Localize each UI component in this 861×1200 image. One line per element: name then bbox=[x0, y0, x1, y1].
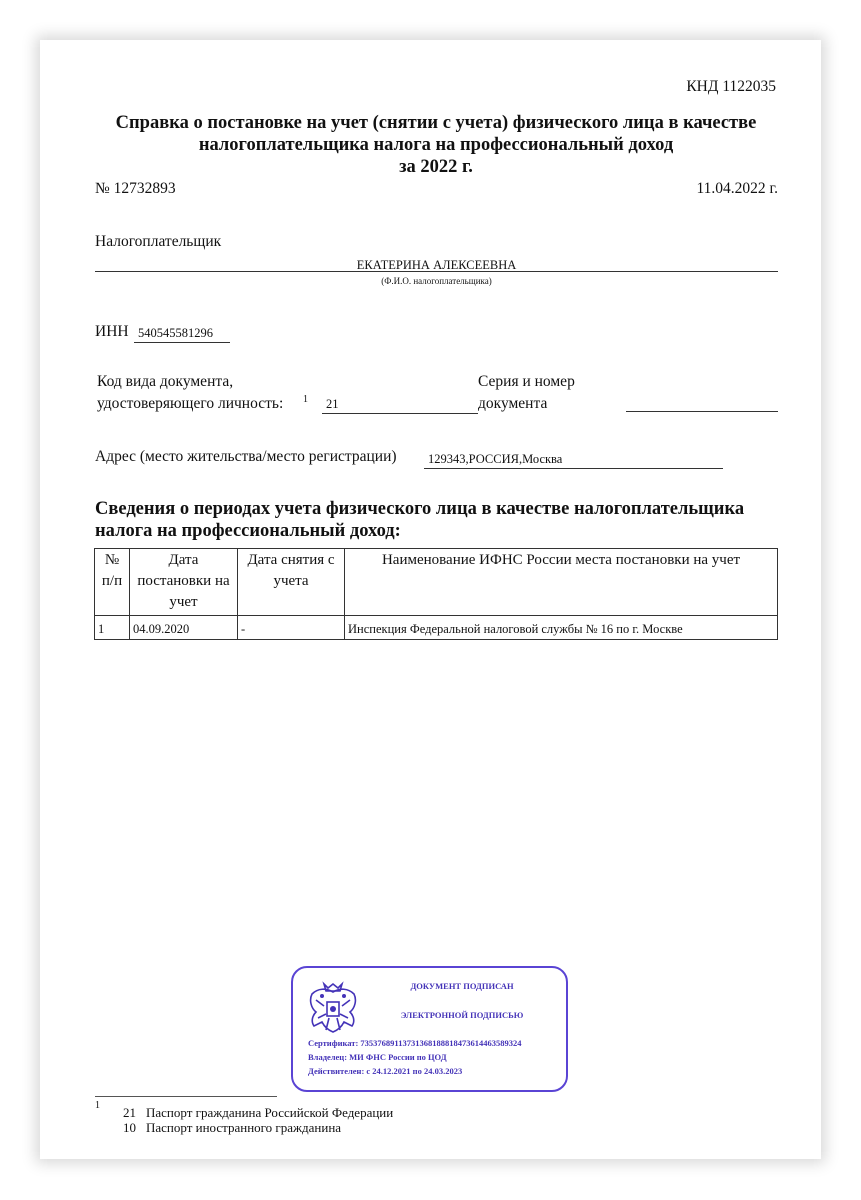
header-dereg-line-1: Дата снятия с bbox=[247, 552, 335, 568]
header-reg-line-2: постановки на bbox=[137, 573, 230, 589]
footnote-code: 10 bbox=[123, 1120, 136, 1135]
taxpayer-fio: ЕКАТЕРИНА АЛЕКСЕЕВНА bbox=[356, 258, 517, 272]
header-number bbox=[95, 549, 130, 616]
coat-of-arms-icon bbox=[302, 978, 364, 1038]
stamp-line-1: ДОКУМЕНТ ПОДПИСАН bbox=[410, 981, 514, 991]
row-deregistration-date: - bbox=[238, 616, 345, 640]
section-title-line-1: Сведения о периодах учета физического лица в качестве налогоплательщика bbox=[95, 499, 745, 519]
section-title-line-2: налога на профессиональный доход: bbox=[95, 521, 401, 541]
inn-value: 540545581296 bbox=[134, 326, 230, 343]
header-number-line-1: № bbox=[104, 552, 120, 568]
document-page bbox=[40, 40, 821, 1159]
title-line-3: за 2022 г. bbox=[399, 157, 473, 177]
fio-caption: (Ф.И.О. налогоплательщика) bbox=[381, 276, 492, 286]
footnote-text: Паспорт иностранного гражданина bbox=[146, 1120, 342, 1135]
series-label-line-1: Серия и номер bbox=[478, 373, 575, 390]
header-registration-date bbox=[130, 549, 238, 616]
series-value bbox=[626, 396, 778, 412]
footnote-divider bbox=[95, 1096, 277, 1097]
stamp-certificate: Сертификат: 735376891137313681888184736144635893​24 bbox=[308, 1038, 522, 1048]
doc-code-value: 21 bbox=[322, 397, 478, 414]
header-dereg-line-2: учета bbox=[273, 573, 309, 589]
header-number-line-2: п/п bbox=[101, 573, 123, 589]
title-line-2: налогоплательщика налога на профессиональный доход bbox=[198, 135, 674, 155]
row-number: 1 bbox=[95, 616, 130, 640]
document-title bbox=[80, 112, 792, 178]
e-signature-stamp bbox=[291, 966, 568, 1092]
periods-table bbox=[94, 548, 778, 640]
stamp-owner: Владелец: МИ ФНС России по ЦОД bbox=[308, 1052, 447, 1062]
footnote-item bbox=[106, 1120, 341, 1136]
series-label-line-2: документа bbox=[478, 395, 548, 412]
taxpayer-label: Налогоплательщик bbox=[95, 233, 222, 250]
header-ifns-name: Наименование ИФНС России места постановки на учет bbox=[345, 549, 778, 616]
row-registration-date: 04.09.2020 bbox=[130, 616, 238, 640]
footnote-text: Паспорт гражданина Российской Федерации bbox=[146, 1105, 394, 1120]
inn-label: ИНН bbox=[95, 323, 129, 340]
doc-code-label-line-1: Код вида документа, bbox=[97, 373, 234, 390]
stamp-line-2: ЭЛЕКТРОННОЙ ПОДПИСЬЮ bbox=[400, 1010, 524, 1020]
header-reg-line-1: Дата bbox=[168, 552, 199, 568]
header-reg-line-3: учет bbox=[169, 594, 198, 610]
document-number: № 12732893 bbox=[95, 180, 176, 197]
header-deregistration-date bbox=[238, 549, 345, 616]
doc-code-label-line-2: удостоверяющего личность: bbox=[97, 395, 284, 412]
stamp-validity: Действителен: с 24.12.2021 по 24.03.2023 bbox=[308, 1066, 463, 1076]
footnote-code: 21 bbox=[123, 1105, 136, 1120]
knd-code: КНД 1122035 bbox=[686, 78, 776, 95]
address-value: 129343,РОССИЯ,Москва bbox=[424, 452, 723, 469]
table-row bbox=[95, 616, 778, 640]
document-date: 11.04.2022 г. bbox=[696, 180, 778, 197]
title-line-1: Справка о постановке на учет (снятии с учета) физического лица в качестве bbox=[115, 113, 757, 133]
section-title bbox=[95, 498, 785, 542]
footnote-item bbox=[106, 1105, 393, 1121]
table-header-row bbox=[95, 549, 778, 616]
address-label: Адрес (место жительства/место регистрации) bbox=[95, 448, 397, 465]
row-ifns-name: Инспекция Федеральной налоговой службы № 16 по г. Москве bbox=[345, 616, 778, 640]
footnote-superscript: 1 bbox=[95, 1100, 100, 1111]
footnote-mark: 1 bbox=[303, 394, 308, 405]
